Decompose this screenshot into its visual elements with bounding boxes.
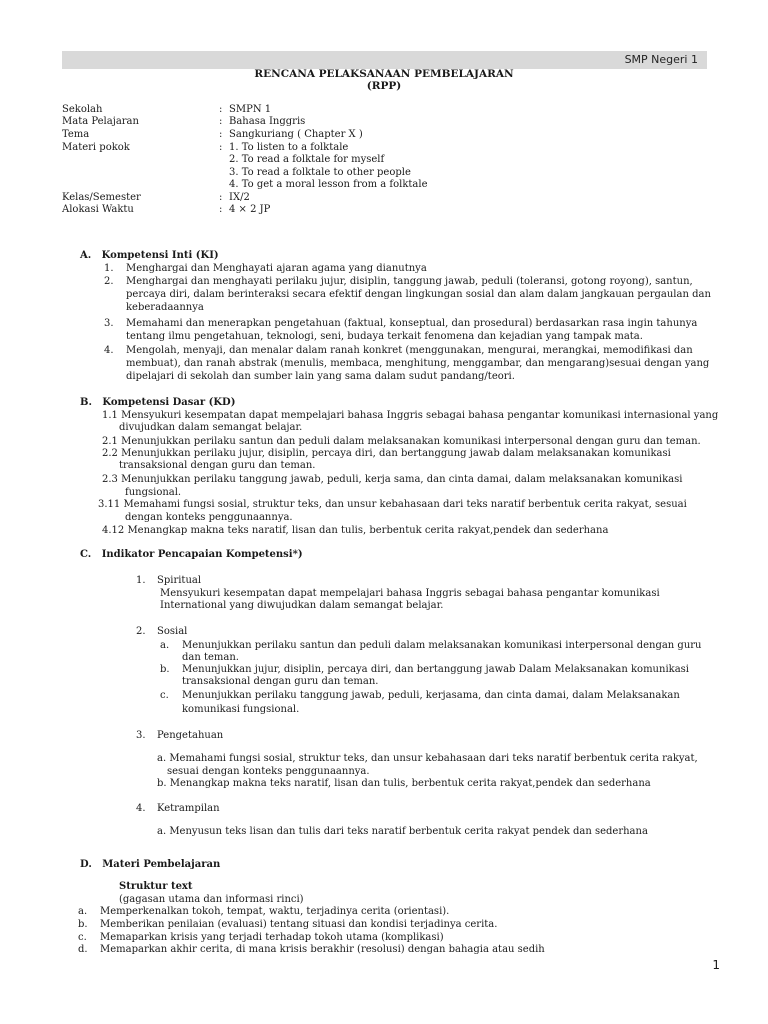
list-number: 3. (136, 730, 146, 741)
list-text: Menunjukkan jujur, disiplin, percaya diri, dan bertanggung jawab Dalam Melaksanakan komunikasi (182, 664, 689, 675)
list-text: Menghargai dan Menghayati ajaran agama yang dianutnya (126, 263, 427, 274)
list-text: Menunjukkan perilaku tanggung jawab, peduli, kerjasama, dan cinta damai, dalam Melaksanakan (182, 690, 680, 701)
list-text: 2.3 Menunjukkan perilaku tanggung jawab, peduli, kerja sama, dan cinta damai, dalam melaksanakan komunikasi (102, 474, 683, 485)
subheading: Struktur text (119, 881, 193, 892)
list-letter: b. (160, 664, 170, 675)
list-letter: a. (160, 640, 170, 651)
info-sep: : (219, 116, 223, 127)
info-value: IX/2 (229, 192, 250, 203)
list-text: a. Menyusun teks lisan dan tulis dari teks naratif berbentuk cerita rakyat pendek dan sederhana (157, 826, 648, 837)
info-value: Bahasa Inggris (229, 116, 306, 127)
list-text: 3.11 Memahami fungsi sosial, struktur teks, dan unsur kebahasaan dari teks naratif berbentuk cerita rakyat, sesuai (98, 499, 687, 510)
list-letter: d. (78, 944, 88, 955)
list-number: 2. (104, 276, 114, 287)
list-text: dengan konteks penggunaannya. (125, 512, 293, 523)
list-text: Menghargai dan menghayati perilaku jujur, disiplin, tanggung jawab, peduli (toleransi, gotong royong), santun, (126, 276, 693, 287)
header-bar (62, 51, 707, 69)
list-letter: c. (160, 690, 169, 701)
info-label: Sekolah (62, 104, 103, 115)
document-title: RENCANA PELAKSANAAN PEMBELAJARAN (254, 68, 514, 80)
info-sep: : (219, 204, 223, 215)
list-letter: c. (78, 932, 87, 943)
list-text: sesuai dengan konteks penggunaannya. (167, 766, 370, 777)
info-label: Tema (62, 129, 90, 140)
info-label: Alokasi Waktu (62, 204, 134, 215)
list-text: Memperkenalkan tokoh, tempat, waktu, terjadinya cerita (orientasi). (100, 906, 450, 917)
list-text: Memaparkan krisis yang terjadi terhadap tokoh utama (komplikasi) (100, 932, 444, 943)
info-value: 3. To read a folktale to other people (229, 167, 411, 178)
list-text: Memahami dan menerapkan pengetahuan (faktual, konseptual, dan prosedural) berdasarkan rasa ingin tahunya (126, 318, 698, 329)
info-label: Mata Pelajaran (62, 116, 139, 127)
list-number: 3. (104, 318, 114, 329)
list-title: Spiritual (157, 575, 202, 586)
info-label: Materi pokok (62, 142, 130, 153)
list-text: komunikasi fungsional. (182, 704, 300, 715)
page-number: 1 (712, 958, 720, 972)
list-title: Pengetahuan (157, 730, 224, 741)
info-value: 4. To get a moral lesson from a folktale (229, 179, 428, 190)
list-letter: b. (78, 919, 88, 930)
list-text: 2.2 Menunjukkan perilaku jujur, disiplin, percaya diri, dan bertanggung jawab dalam melaksanakan komunikasi (102, 448, 671, 459)
list-title: Sosial (157, 626, 188, 637)
section-heading: C. Indikator Pencapaian Kompetensi*) (80, 549, 303, 560)
list-text: transaksional dengan guru dan teman. (182, 676, 379, 687)
info-sep: : (219, 192, 223, 203)
list-text: dipelajari di sekolah dan sumber lain yang sama dalam sudut pandang/teori. (126, 371, 515, 382)
list-text: Mengolah, menyaji, dan menalar dalam ranah konkret (menggunakan, mengurai, merangkai, memodifikasi dan (126, 345, 693, 356)
header-school-name: SMP Negeri 1 (624, 53, 698, 66)
list-text: Menunjukkan perilaku santun dan peduli dalam melaksanakan komunikasi interpersonal dengan guru (182, 640, 702, 651)
info-value: Sangkuriang ( Chapter X ) (229, 129, 363, 140)
info-sep: : (219, 129, 223, 140)
info-value: 4 × 2 JP (229, 204, 271, 215)
info-value: 1. To listen to a folktale (229, 142, 349, 153)
note-text: (gagasan utama dan informasi rinci) (119, 894, 304, 905)
list-text: divujudkan dalam semangat belajar. (119, 422, 303, 433)
list-text: fungsional. (125, 487, 182, 498)
list-text: 2.1 Menunjukkan perilaku santun dan peduli dalam melaksanakan komunikasi interpersonal dengan guru dan teman. (102, 436, 701, 447)
info-label: Kelas/Semester (62, 192, 141, 203)
list-number: 2. (136, 626, 146, 637)
list-text: Memaparkan akhir cerita, di mana krisis berakhir (resolusi) dengan bahagia atau sedih (100, 944, 545, 955)
list-text: dan teman. (182, 652, 239, 663)
info-value: 2. To read a folktale for myself (229, 154, 385, 165)
info-value: SMPN 1 (229, 104, 272, 115)
list-text: transaksional dengan guru dan teman. (119, 460, 316, 471)
info-sep: : (219, 142, 223, 153)
section-heading: B. Kompetensi Dasar (KD) (80, 397, 236, 408)
list-text: 1.1 Mensyukuri kesempatan dapat mempelajari bahasa Inggris sebagai bahasa pengantar komunikasi internasional yang (102, 410, 719, 421)
list-title: Ketrampilan (157, 803, 220, 814)
list-text: percaya diri, dalam berinteraksi secara efektif dengan lingkungan sosial dan alam dalam jangkauan pergaulan dan (126, 289, 711, 300)
list-number: 4. (104, 345, 114, 356)
list-text: Memberikan penilaian (evaluasi) tentang situasi dan kondisi terjadinya cerita. (100, 919, 498, 930)
list-text: keberadaannya (126, 302, 204, 313)
list-number: 1. (104, 263, 114, 274)
list-text: Mensyukuri kesempatan dapat mempelajari bahasa Inggris sebagai bahasa pengantar komunikasi (160, 588, 660, 599)
list-text: tentang ilmu pengetahuan, teknologi, seni, budaya terkait fenomena dan kejadian yang tampak mata. (126, 331, 643, 342)
document-subtitle: (RPP) (366, 80, 402, 92)
list-text: a. Memahami fungsi sosial, struktur teks, dan unsur kebahasaan dari teks naratif berbentuk cerita rakyat, (157, 753, 698, 764)
list-text: International yang diwujudkan dalam semangat belajar. (160, 600, 444, 611)
list-letter: a. (78, 906, 88, 917)
section-heading: D. Materi Pembelajaran (80, 859, 221, 870)
list-text: b. Menangkap makna teks naratif, lisan dan tulis, berbentuk cerita rakyat,pendek dan sederhana (157, 778, 651, 789)
list-number: 4. (136, 803, 146, 814)
section-heading: A. Kompetensi Inti (KI) (80, 250, 219, 261)
info-sep: : (219, 104, 223, 115)
list-text: 4.12 Menangkap makna teks naratif, lisan dan tulis, berbentuk cerita rakyat,pendek dan sederhana (102, 525, 609, 536)
list-text: membuat), dan ranah abstrak (menulis, membaca, menghitung, menggambar, dan mengarang)sesuai dengan yang (126, 358, 710, 369)
list-number: 1. (136, 575, 146, 586)
